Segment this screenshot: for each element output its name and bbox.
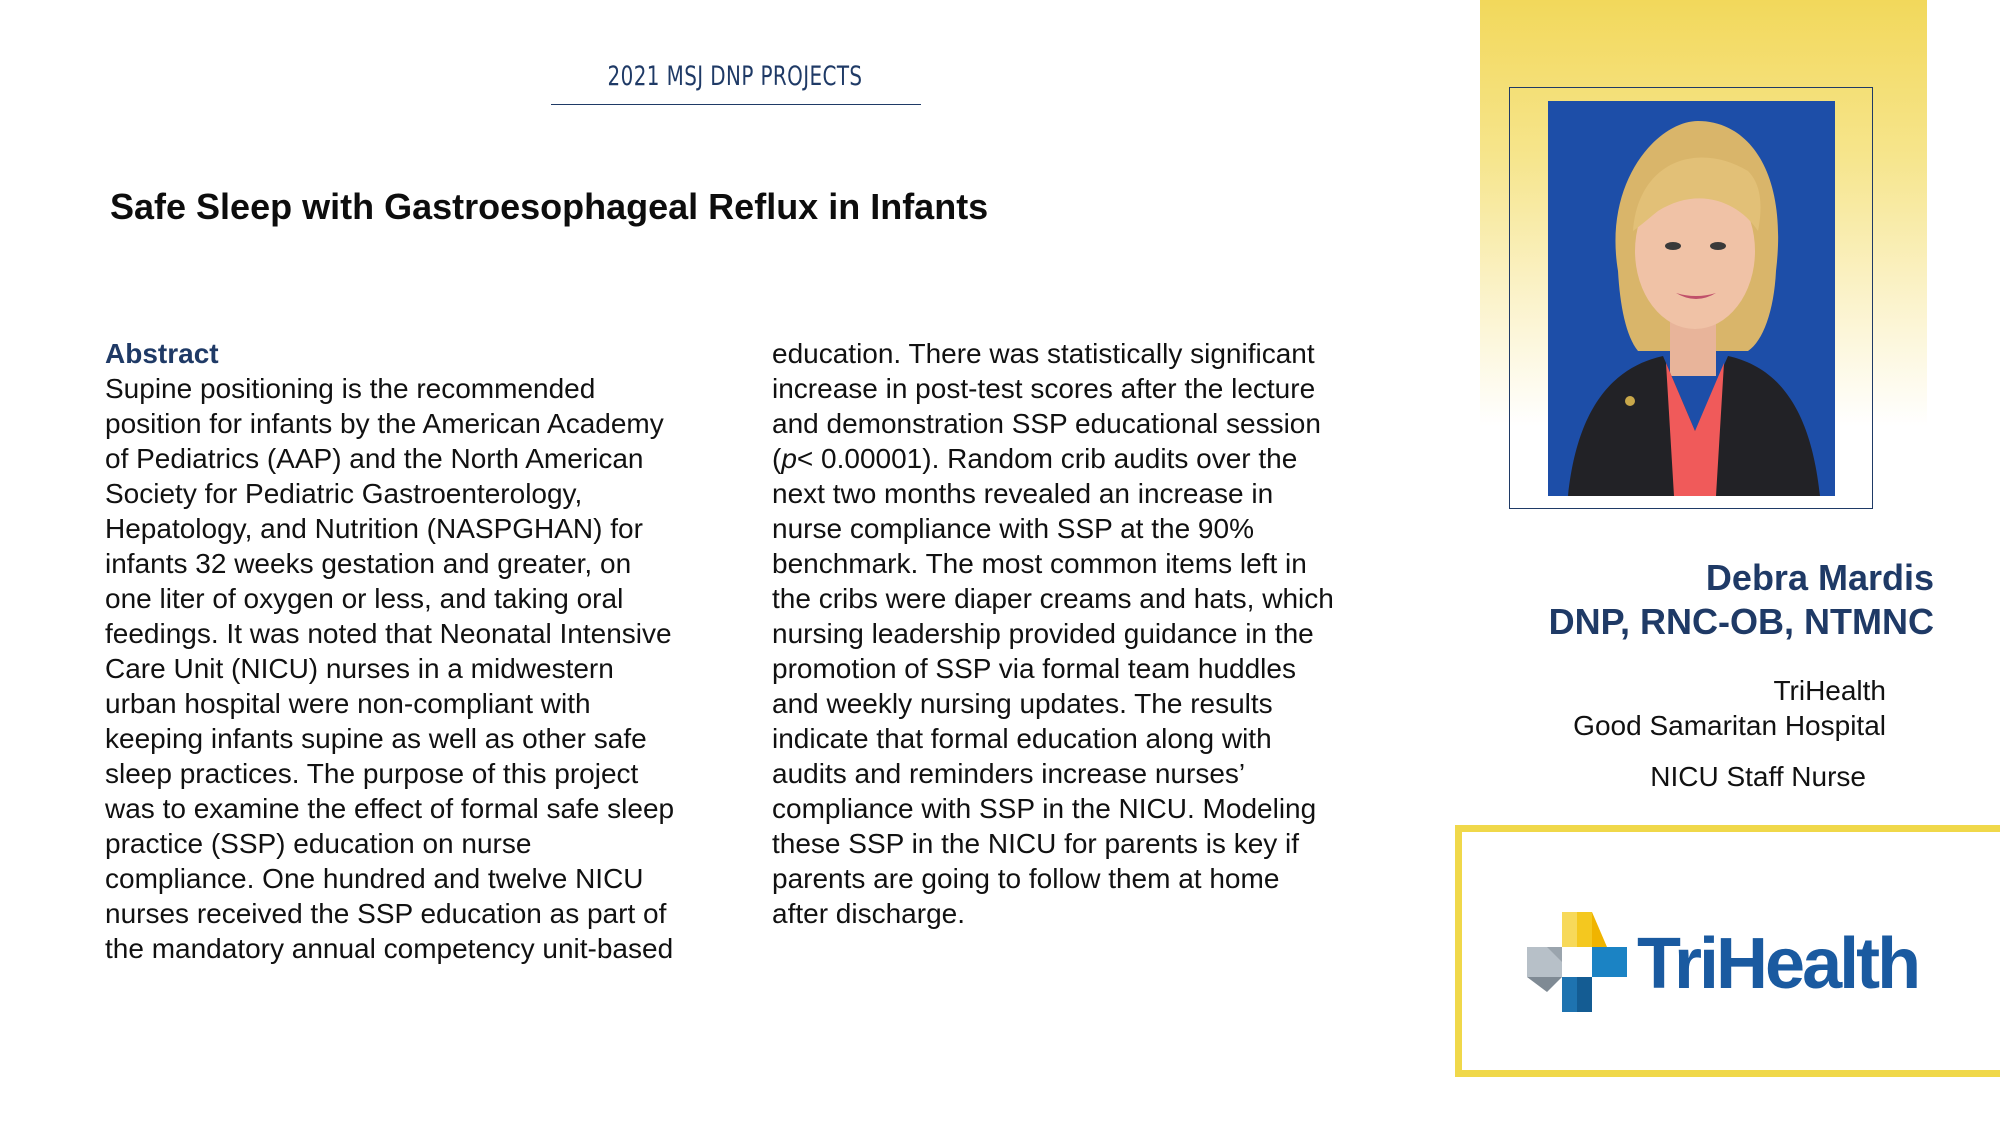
abstract-line: keeping infants supine as well as other safe xyxy=(105,723,647,754)
project-title: Safe Sleep with Gastroesophageal Reflux in Infants xyxy=(110,186,989,227)
abstract-line: audits and reminders increase nurses’ xyxy=(772,758,1246,789)
abstract-line: nursing leadership provided guidance in the xyxy=(772,618,1314,649)
series-divider xyxy=(551,104,921,105)
abstract-line: position for infants by the American Academy xyxy=(105,408,664,439)
abstract-line: Care Unit (NICU) nurses in a midwestern xyxy=(105,653,614,684)
abstract-line: increase in post-test scores after the lecture xyxy=(772,373,1316,404)
abstract-text-right xyxy=(772,336,1412,931)
abstract-line: urban hospital were non-compliant with xyxy=(105,688,591,719)
abstract-line: compliance with SSP in the NICU. Modeling xyxy=(772,793,1317,824)
presenter-photo xyxy=(1548,101,1835,496)
abstract-line: benchmark. The most common items left in xyxy=(772,548,1307,579)
presenter-hospital: Good Samaritan Hospital xyxy=(1573,710,1886,741)
abstract-line: promotion of SSP via formal team huddles xyxy=(772,653,1296,684)
abstract-line: practice (SSP) education on nurse xyxy=(105,828,532,859)
presenter-role: NICU Staff Nurse xyxy=(1650,761,1866,792)
trihealth-logo-text: TriHealth xyxy=(1637,924,1919,1004)
abstract-column-left xyxy=(105,336,745,966)
abstract-line: next two months revealed an increase in xyxy=(772,478,1274,509)
abstract-line: Supine positioning is the recommended xyxy=(105,373,596,404)
abstract-line: infants 32 weeks gestation and greater, on xyxy=(105,548,632,579)
abstract-line: compliance. One hundred and twelve NICU xyxy=(105,863,644,894)
abstract-heading: Abstract xyxy=(105,338,219,369)
abstract-line: feedings. It was noted that Neonatal Intensive xyxy=(105,618,672,649)
presenter-organization: TriHealth xyxy=(1773,675,1886,706)
abstract-line: nurse compliance with SSP at the 90% xyxy=(772,513,1254,544)
presenter-name: Debra Mardis xyxy=(1705,557,1934,598)
abstract-line: was to examine the effect of formal safe sleep xyxy=(105,793,675,824)
abstract-line: indicate that formal education along with xyxy=(772,723,1272,754)
abstract-line: these SSP in the NICU for parents is key if xyxy=(772,828,1300,859)
abstract-line: after discharge. xyxy=(772,898,965,929)
abstract-line: (p< 0.00001). Random crib audits over the xyxy=(772,443,1298,474)
abstract-line: nurses received the SSP education as part of xyxy=(105,898,667,929)
abstract-line: and weekly nursing updates. The results xyxy=(772,688,1273,719)
abstract-line: Society for Pediatric Gastroenterology, xyxy=(105,478,583,509)
abstract-line: education. There was statistically significant xyxy=(772,338,1315,369)
abstract-line: one liter of oxygen or less, and taking oral xyxy=(105,583,624,614)
presenter-credentials: DNP, RNC-OB, NTMNC xyxy=(1548,601,1934,642)
portrait-illustration xyxy=(1548,101,1835,496)
abstract-column-right xyxy=(772,336,1412,931)
abstract-line: the mandatory annual competency unit-based xyxy=(105,933,674,964)
abstract-line: and demonstration SSP educational session xyxy=(772,408,1321,439)
abstract-line: sleep practices. The purpose of this project xyxy=(105,758,639,789)
trihealth-cross-icon xyxy=(1527,912,1627,1012)
abstract-text-left xyxy=(105,371,745,966)
series-label: 2021 MSJ DNP PROJECTS xyxy=(607,61,863,92)
abstract-line: Hepatology, and Nutrition (NASPGHAN) for xyxy=(105,513,643,544)
abstract-line: the cribs were diaper creams and hats, which xyxy=(772,583,1334,614)
abstract-line: parents are going to follow them at home xyxy=(772,863,1280,894)
abstract-line: of Pediatrics (AAP) and the North American xyxy=(105,443,644,474)
